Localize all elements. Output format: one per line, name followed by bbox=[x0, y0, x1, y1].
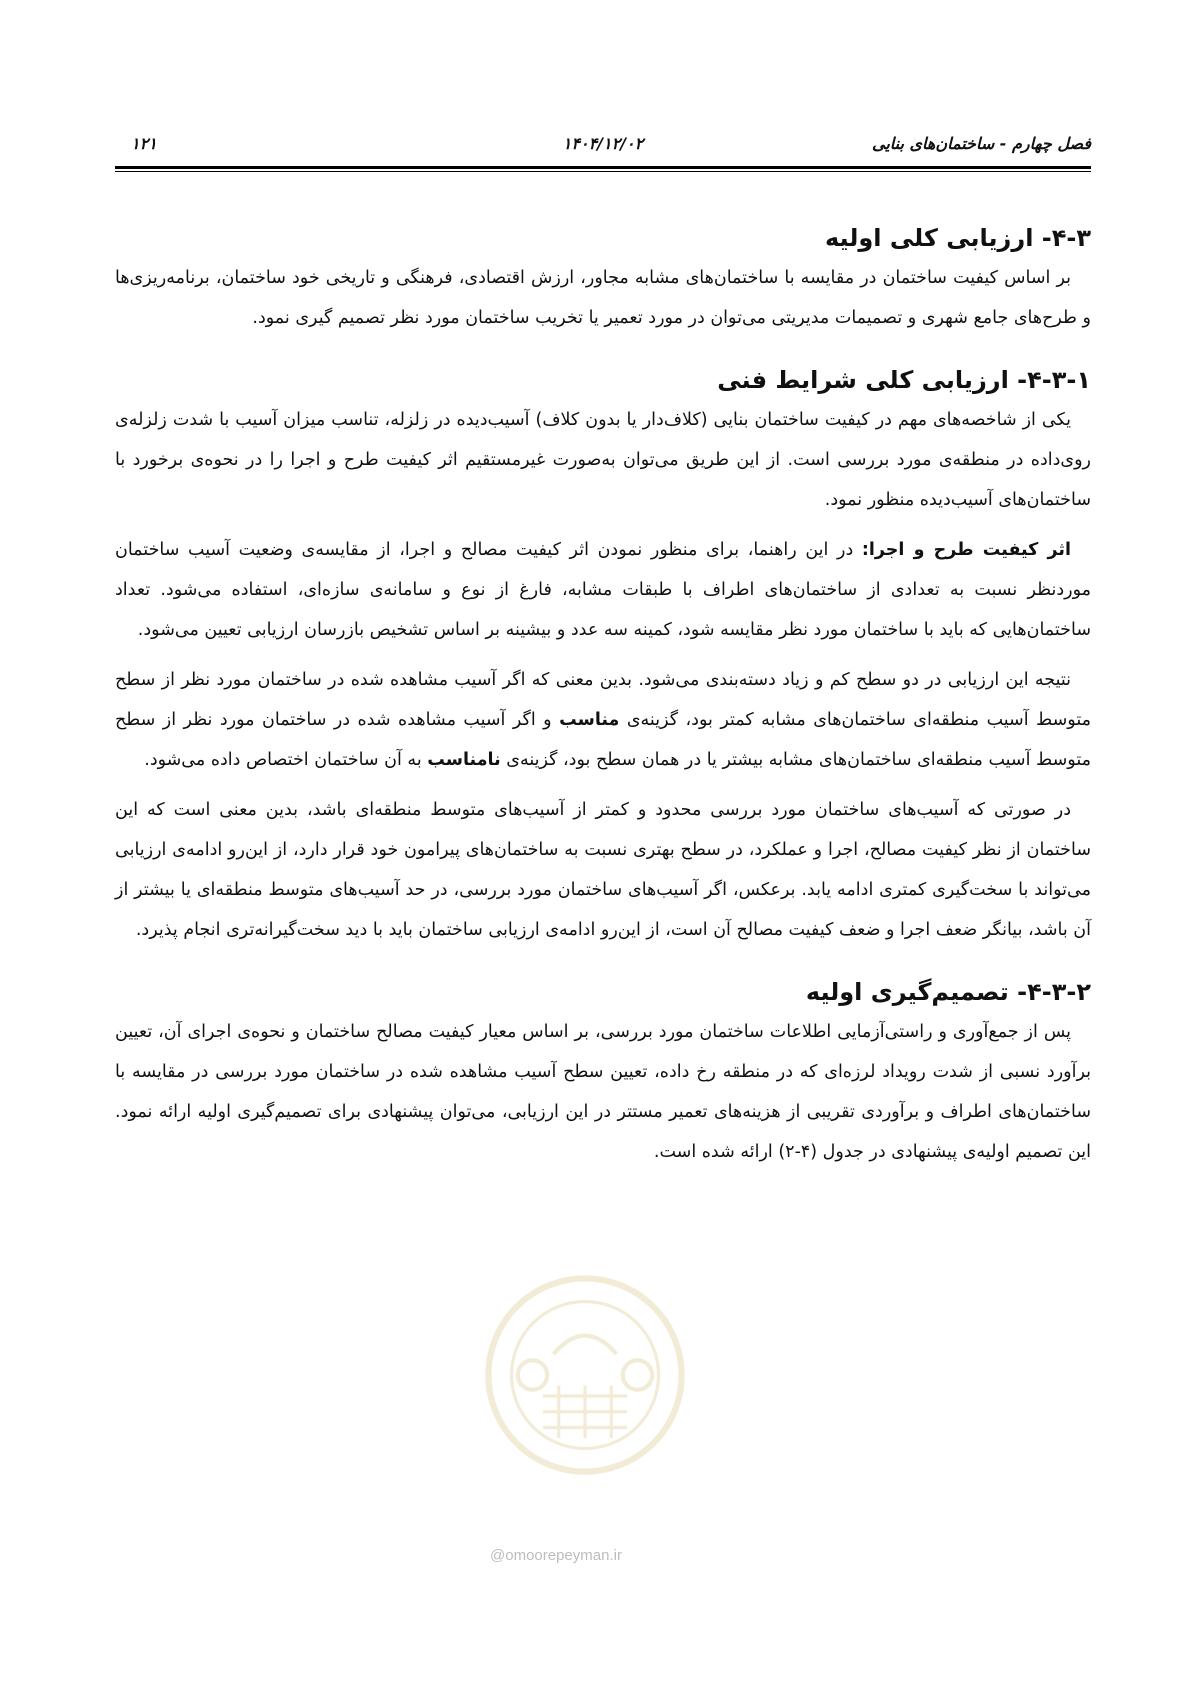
section-heading-4-3-2: ۴-۳-۲- تصمیم‌گیری اولیه bbox=[805, 978, 1091, 1006]
page-header bbox=[115, 128, 1091, 164]
paragraph: در صورتی که آسیب‌های ساختمان مورد بررسی محدود و کمتر از آسیب‌های متوسط منطقه‌ای باشد، بدین معنی است که این ساختمان از نظر کیفیت مصالح، اجرا و عملکرد، در سطح بهتری نسبت به ساختمان‌های پیرامون خود قرار دارد، از این‌رو ادامه‌ی ارزیابی می‌تواند با سخت‌گیری کمتری ادامه یابد. برعکس، اگر آسیب‌های ساختمان مورد بررسی، در حد آسیب‌های متوسط منطقه‌ای یا بیشتر از آن باشد، بیانگر ضعف اجرا و ضعف کیفیت مصالح آن است، از این‌رو ادامه‌ی ارزیابی ساختمان باید با دید سخت‌گیرانه‌تری انجام پذیرد. bbox=[115, 800, 1091, 940]
paragraph: بر اساس کیفیت ساختمان در مقایسه با ساختمان‌های مشابه مجاور، ارزش اقتصادی، فرهنگی و تاریخی خود ساختمان، برنامه‌ریزی‌ها و طرح‌های جامع شهری و تصمیمات مدیریتی می‌توان در مورد تعمیر یا تخریب ساختمان مورد نظر تصمیم گیری نمود. bbox=[115, 268, 1091, 328]
paragraph: یکی از شاخصه‌های مهم در کیفیت ساختمان بنایی (کلاف‌دار یا بدون کلاف) آسیب‌دیده در زلزله، تناسب میزان آسیب با شدت زلزله‌ی روی‌داده در منطقه‌ی مورد بررسی است. از این طریق می‌توان به‌صورت غیرمستقیم اثر کیفیت طرح و اجرا را در نحوه‌ی برخورد با ساختمان‌های آسیب‌دیده منظور نمود. bbox=[115, 410, 1091, 510]
paragraph: پس از جمع‌آوری و راستی‌آزمایی اطلاعات ساختمان مورد بررسی، بر اساس معیار کیفیت مصالح ساختمان و نحوه‌ی اجرای آن، تعیین برآورد نسبی از شدت رویداد لرزه‌ای که در منطقه رخ داده، تعیین سطح آسیب مشاهده شده در ساختمان مورد بررسی در مقایسه با ساختمان‌های اطراف و برآوردی تقریبی از هزینه‌های تعمیر مستتر در این ارزیابی، می‌توان پیشنهادی برای تصمیم‌گیری اولیه ارائه نمود. این تصمیم اولیه‌ی پیشنهادی در جدول (۴-۲) ارائه شده است. bbox=[115, 1022, 1091, 1162]
section-heading-4-3: ۴-۳- ارزیابی کلی اولیه bbox=[824, 224, 1091, 252]
section-heading-4-3-1: ۴-۳-۱- ارزیابی کلی شرایط فنی bbox=[717, 366, 1091, 394]
bold-term: اثر کیفیت طرح و اجرا: bbox=[861, 540, 1071, 560]
watermark-logo bbox=[480, 1270, 690, 1480]
bold-term: مناسب bbox=[559, 710, 620, 730]
bold-term: نامناسب bbox=[427, 750, 501, 770]
paragraph: نتیجه این ارزیابی در دو سطح کم و زیاد دسته‌بندی می‌شود. بدین معنی که اگر آسیب مشاهده شده در ساختمان مورد نظر از سطح متوسط آسیب منطقه‌ای ساختمان‌های مشابه کمتر بود، گزینه‌ی مناسب و اگر آسیب مشاهده شده در ساختمان مورد نظر از سطح متوسط آسیب منطقه‌ای ساختمان‌های مشابه بیشتر یا در همان سطح بود، گزینه‌ی نامناسب به آن ساختمان اختصاص داده می‌شود. bbox=[115, 670, 1091, 770]
header-date: ۱۴۰۴/۱۲/۰۲ bbox=[562, 134, 644, 153]
chapter-title: فصل چهارم - ساختمان‌های بنایی bbox=[872, 134, 1091, 153]
watermark-text: @omoorepeyman.ir bbox=[490, 1547, 622, 1564]
page-content bbox=[115, 218, 1091, 1172]
header-rule bbox=[115, 166, 1091, 172]
paragraph: اثر کیفیت طرح و اجرا: در این راهنما، برای منظور نمودن اثر کیفیت مصالح و اجرا، از مقایسه‌ی وضعیت آسیب ساختمان موردنظر نسبت به تعدادی از ساختمان‌های اطراف با طبقات مشابه، فارغ از نوع و سامانه‌ی سازه‌ای، استفاده می‌شود. تعداد ساختمان‌هایی که باید با ساختمان مورد نظر مقایسه شود، کمینه سه عدد و بیشینه بر اساس تشخیص بازرسان ارزیابی تعیین می‌شود. bbox=[115, 540, 1091, 640]
page-number: ۱۲۱ bbox=[131, 134, 157, 153]
